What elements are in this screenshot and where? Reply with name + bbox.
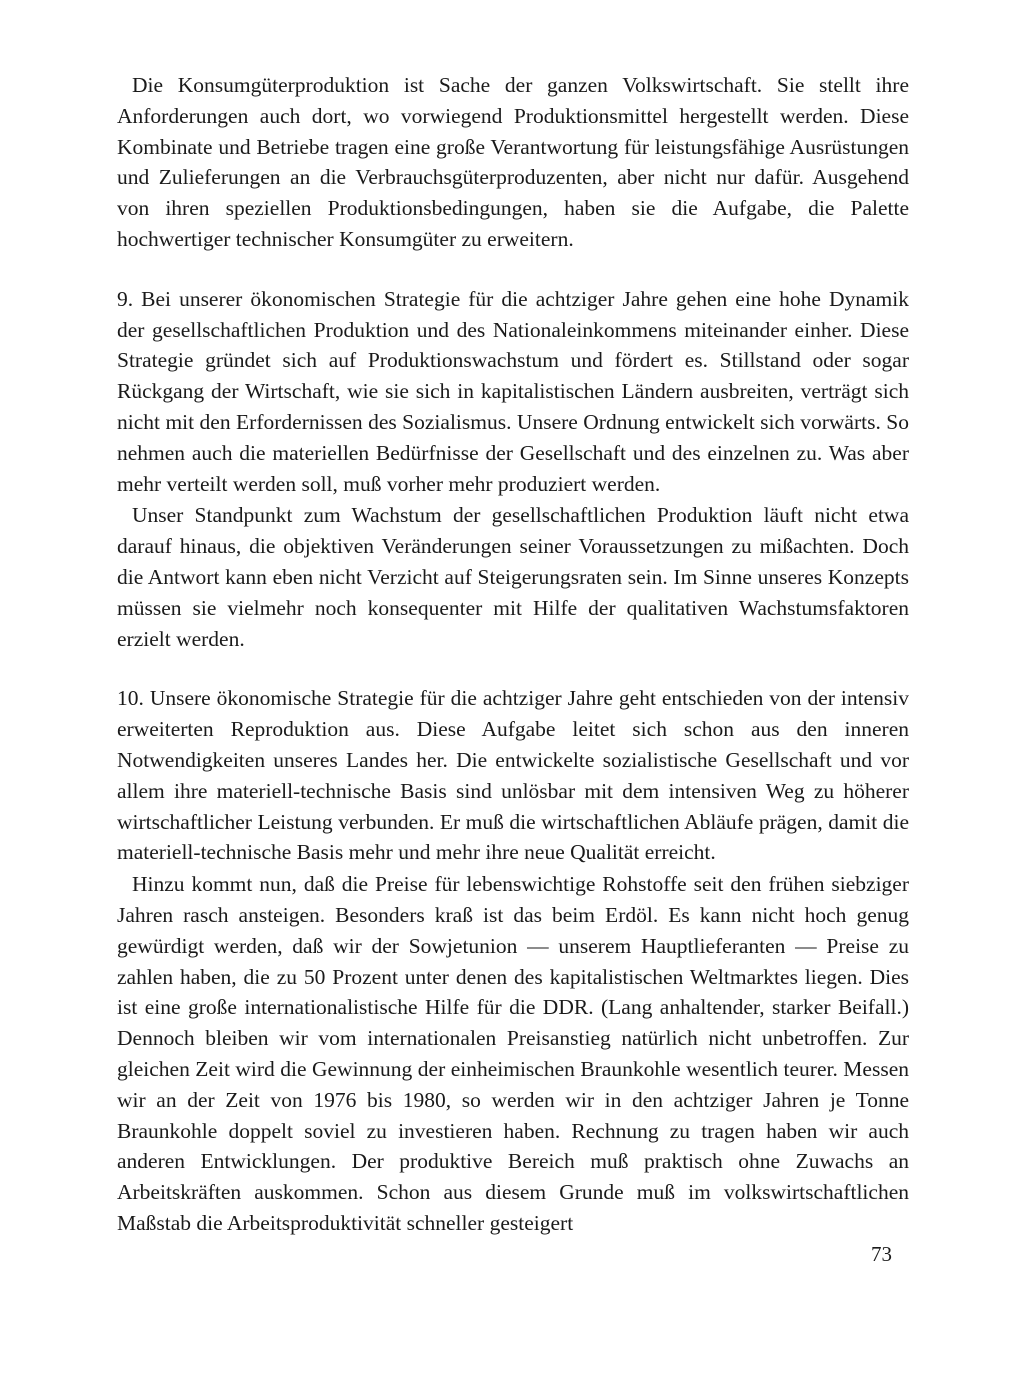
paragraph-raw-materials: Hinzu kommt nun, daß die Preise für lebenswichtige Rohstoffe seit den frühen siebziger Jahren rasch ansteigen. Besonders kraß ist das beim Erdöl. Es kann nicht hoch genug gewürdigt werden, daß wir der Sowjetunion — unserem Hauptlieferanten — Preise zu zahlen haben, die zu 50 Prozent unter denen des kapitalistischen Weltmarktes liegen. Dies ist eine große internationalistische Hilfe für die DDR. (Lang anhaltender, starker Beifall.) Dennoch bleiben wir vom internationalen Preisanstieg natürlich nicht unbetroffen. Zur gleichen Zeit wird die Gewinnung der einheimischen Braunkohle wesentlich teurer. Messen wir an der Zeit von 1976 bis 1980, so werden wir in den achtziger Jahren je Tonne Braunkohle doppelt soviel zu investieren haben. Rechnung zu tragen haben wir auch anderen Entwicklungen. Der produktive Bereich muß praktisch ohne Zuwachs an Arbeitskräften auskommen. Schon aus diesem Grunde muß im volkswirtschaftlichen Maßstab die Arbeitsproduktivität schneller gesteigert: [117, 872, 909, 1235]
body-text: [117, 70, 909, 1239]
paragraph-section-10: 10. Unsere ökonomische Strategie für die achtziger Jahre geht entschieden von der intensiv erweiterten Reproduktion aus. Diese Aufgabe leitet sich schon aus den inneren Notwendigkeiten unseres Landes her. Die entwickelte sozialistische Gesellschaft und vor allem ihre materiell-technische Basis sind unlösbar mit dem intensiven Weg zu höherer wirtschaftlicher Leistung verbunden. Er muß die wirtschaftlichen Abläufe prägen, damit die materiell-technische Basis mehr und mehr ihre neue Qualität erreicht.: [117, 686, 909, 865]
paragraph-section-9: 9. Bei unserer ökonomischen Strategie für die achtziger Jahre gehen eine hohe Dynamik der gesellschaftlichen Produktion und des Nationaleinkommens miteinander einher. Diese Strategie gründet sich auf Produktionswachstum und fördert es. Stillstand oder sogar Rückgang der Wirtschaft, wie sie sich in kapitalistischen Ländern ausbreiten, verträgt sich nicht mit den Erfordernissen des Sozialismus. Unsere Ordnung entwickelt sich vorwärts. So nehmen auch die materiellen Bedürfnisse der Gesellschaft und des einzelnen zu. Was aber mehr verteilt werden soll, muß vorher mehr produziert werden.: [117, 286, 909, 496]
paragraph-growth-standpoint: Unser Standpunkt zum Wachstum der gesellschaftlichen Produktion läuft nicht etwa darauf hinaus, die objektiven Veränderungen seiner Voraussetzungen zu mißachten. Doch die Antwort kann eben nicht Verzicht auf Steigerungsraten sein. Im Sinne unseres Konzepts müssen sie vielmehr noch konsequenter mit Hilfe der qualitativen Wachstumsfaktoren erzielt werden.: [117, 503, 909, 651]
page-number: 73: [871, 1242, 892, 1266]
paragraph-consumer-goods: Die Konsumgüterproduktion ist Sache der ganzen Volkswirtschaft. Sie stellt ihre Anforderungen auch dort, wo vorwiegend Produktionsmittel hergestellt werden. Diese Kombinate und Betriebe tragen eine große Verantwortung für leistungsfähige Ausrüstungen und Zulieferungen an die Verbrauchsgüterproduzenten, aber nicht nur dafür. Ausgehend von ihren speziellen Produktionsbedingungen, haben sie die Aufgabe, die Palette hochwertiger technischer Konsumgüter zu erweitern.: [117, 73, 909, 251]
